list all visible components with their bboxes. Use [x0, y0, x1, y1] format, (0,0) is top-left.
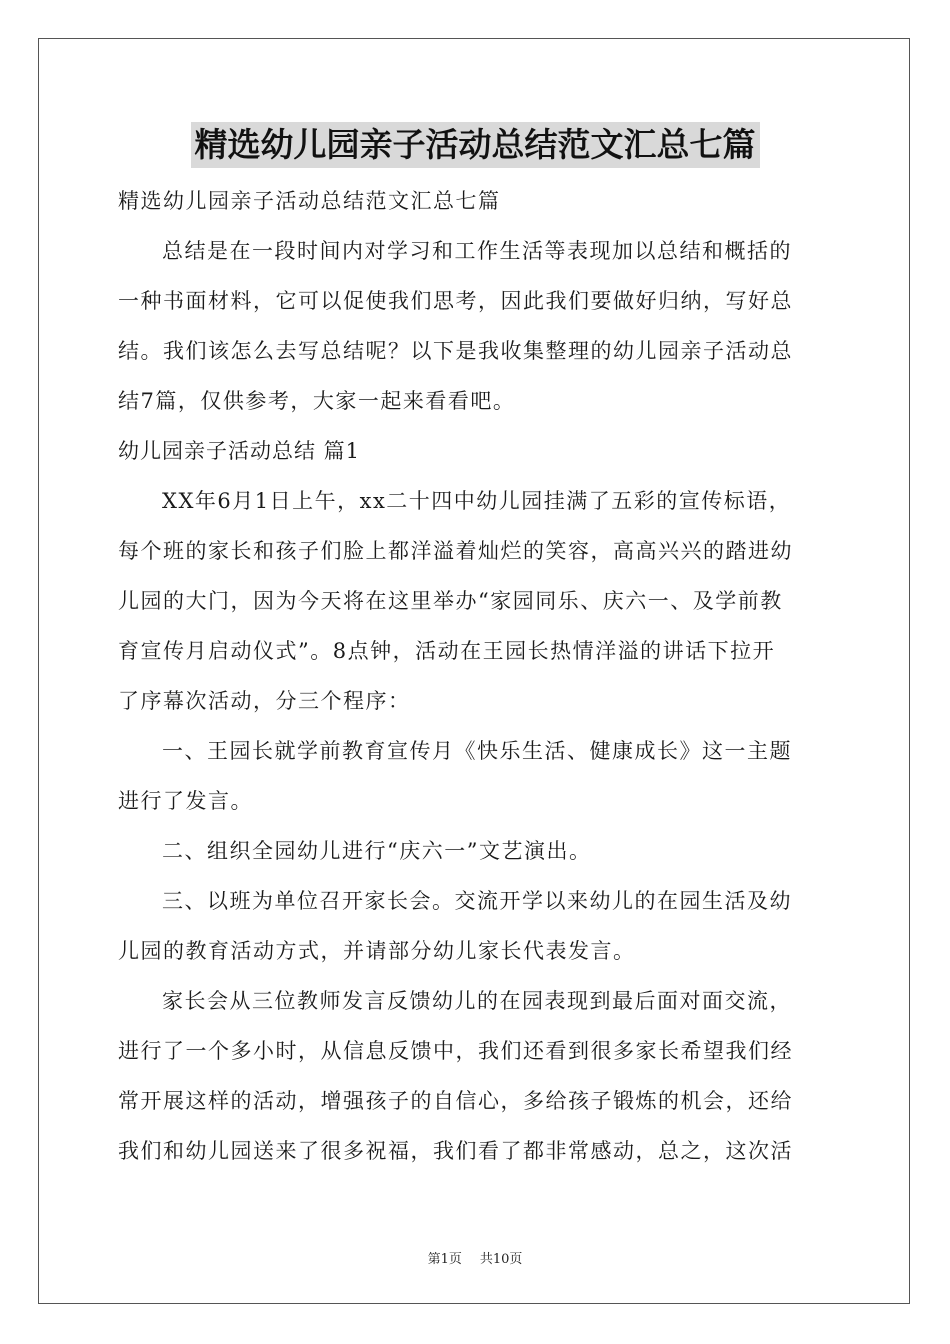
- intro-line: 结。我们该怎么去写总结呢？以下是我收集整理的幼儿园亲子活动总: [118, 339, 793, 363]
- paragraph-line: 进行了发言。: [118, 789, 253, 813]
- paragraph-line: 儿园的教育活动方式，并请部分幼儿家长代表发言。: [118, 939, 636, 963]
- intro-line: 一种书面材料，它可以促使我们思考，因此我们要做好归纳，写好总: [118, 289, 793, 313]
- subtitle-line: 精选幼儿园亲子活动总结范文汇总七篇: [118, 189, 501, 213]
- paragraph-line: 二、组织全园幼儿进行“庆六一”文艺演出。: [162, 839, 592, 863]
- document-body: [118, 176, 834, 1176]
- page-total: 共10页: [479, 1252, 523, 1267]
- paragraph-line: 三、以班为单位召开家长会。交流开学以来幼儿的在园生活及幼: [162, 889, 792, 913]
- paragraph-line: XX年6月1日上午，xx二十四中幼儿园挂满了五彩的宣传标语，: [162, 489, 792, 513]
- section-heading: 幼儿园亲子活动总结 篇1: [118, 439, 361, 463]
- paragraph-line: 我们和幼儿园送来了很多祝福，我们看了都非常感动，总之，这次活: [118, 1139, 793, 1163]
- title-container: [0, 122, 950, 168]
- page-number: 第1页: [427, 1252, 462, 1267]
- paragraph-line: 了序幕次活动，分三个程序：: [118, 689, 411, 713]
- document-title: 精选幼儿园亲子活动总结范文汇总七篇: [191, 122, 760, 168]
- paragraph-line: 儿园的大门，因为今天将在这里举办“家园同乐、庆六一、及学前教: [118, 589, 783, 613]
- paragraph-line: 育宣传月启动仪式”。8点钟，活动在王园长热情洋溢的讲话下拉开: [118, 639, 776, 663]
- intro-line: 总结是在一段时间内对学习和工作生活等表现加以总结和概括的: [162, 239, 792, 263]
- paragraph-line: 每个班的家长和孩子们脸上都洋溢着灿烂的笑容，高高兴兴的踏进幼: [118, 539, 793, 563]
- page-footer: [0, 1248, 950, 1267]
- paragraph-line: 进行了一个多小时，从信息反馈中，我们还看到很多家长希望我们经: [118, 1039, 793, 1063]
- paragraph-line: 一、王园长就学前教育宣传月《快乐生活、健康成长》这一主题: [162, 739, 792, 763]
- paragraph-line: 常开展这样的活动，增强孩子的自信心，多给孩子锻炼的机会，还给: [118, 1089, 793, 1113]
- paragraph-line: 家长会从三位教师发言反馈幼儿的在园表现到最后面对面交流，: [162, 989, 792, 1013]
- intro-line: 结7篇，仅供参考，大家一起来看看吧。: [118, 389, 516, 413]
